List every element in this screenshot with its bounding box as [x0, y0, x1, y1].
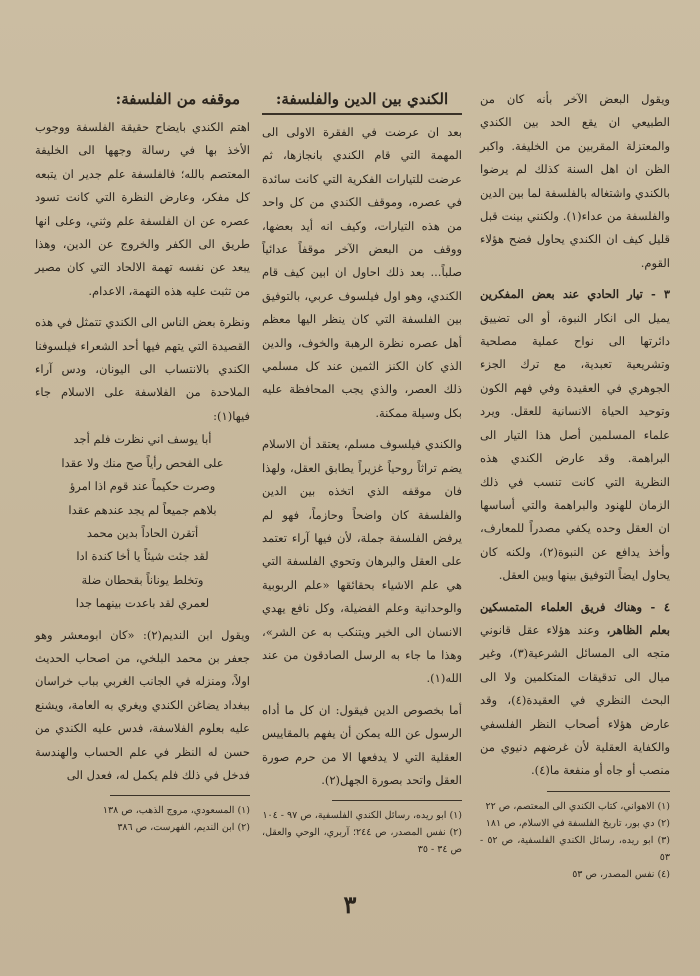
section-4-text: وعند هؤلاء عقل قانوني متجه الى المسائل الشرعية(٣)، وغير ميال الى تدقيقات المتكلمين ولا الى البحث النظري في العقيدة(٤)، وقد عارض هؤلاء أصحاب النظر الفلسفي والكفاية العقلية لأن غرضهم دنيوي من منصب أو جاه أو منفعة ما(٤). — [480, 622, 670, 778]
middle-heading: الكندي بين الدين والفلسفة: — [262, 88, 462, 115]
middle-column — [262, 88, 462, 858]
right-footnotes — [480, 798, 670, 883]
footnote: (٤) نفس المصدر، ص ٥٣ — [572, 868, 670, 880]
footnote-divider — [110, 795, 250, 796]
footnote: (١) الاهواني، كتاب الكندي الى المعتصم، ص ٢٢ — [485, 800, 670, 812]
middle-footnotes — [262, 807, 462, 858]
footnote: (١) المسعودي، مروج الذهب، ص ١٣٨ — [102, 805, 250, 817]
poem-verse: لعمري لقد باعدت بينهما جدا — [75, 596, 210, 611]
left-paragraph-3: ويقول ابن النديم(٢): «كان ابومعشر وهو جعفر بن محمد البلخي، من اصحاب الحديث اولاً، ومنزله في الجانب الغربي بباب خراسان ببغداد يضاغن الكندي ويغري به العامة، ويشنع عليه بعلوم الفلاسفة، فدس عليه الكندي من حسن له النظر في علم الحساب والهندسة فدخل في ذلك فلم يكمل له، فعدل الى — [35, 627, 250, 782]
left-footnotes — [35, 802, 250, 836]
left-heading: موقفه من الفلسفة: — [115, 90, 240, 108]
footnote: (٣) ابو ريده، رسائل الكندي الفلسفية، ص ٥٢ - ٥٣ — [480, 834, 670, 863]
page-number: ٣ — [343, 890, 357, 919]
poem-verse: وصرت حكيماً عند قوم اذا امرؤ — [69, 479, 216, 494]
poem-verse: أتقرن الحاداً بدين محمد — [86, 525, 199, 540]
poem-verse: بلاهم جميعاً لم يجد عندهم عقدا — [68, 502, 217, 517]
section-4-heading: ٤ - وهناك فريق العلماء المتمسكين بعلم الظاهر، — [480, 599, 670, 637]
left-paragraph-2: ونظرة بعض الناس الى الكندي تتمثل في هذه القصيدة التي يتهم فيها أحد الشعراء فيلسوفنا الكندي بالانتساب الى اليونان، ودس آراء الملاحدة من الفلاسفة على الاسلام جاء فيها(١): — [35, 315, 250, 423]
footnote: (٢) دي بور، تاريخ الفلسفة في الاسلام، ص ١٨١ — [485, 817, 670, 829]
middle-paragraph-3: أما بخصوص الدين فيقول: ان كل ما أداه الرسول عن الله يمكن أن يفهم بالمقاييس العقلية التي لا يدفعها الا من حرم صورة العقل واتحد بصورة الجهل(٢). — [262, 702, 462, 787]
section-3-text: يميل الى انكار النبوة، أو الى تضييق دائرتها الى نواح عملية مصلحية وتشريعية تعبدية، مع ترك الجزء الجوهري في العقيدة وفي فهم الكون وتوحيد الحياة الانسانية للعقل. ويرد علماء المسلمين أصل هذا التيار الى البراهمة. وقد عارض الكندي هذه النظرية التي كانت تنسب في ذلك الزمان للهنود والبراهمة والتي أساسها ان العقل وحده يكفي مصدراً للمعارف، وأخذ يدافع عن النبوة(٢)، ولكنه كان يحاول ايضاً التوفيق بينها وبين العقل. — [480, 310, 670, 583]
section-3 — [480, 283, 670, 587]
footnote-divider — [332, 800, 462, 801]
middle-paragraph-2: والكندي فيلسوف مسلم، يعتقد أن الاسلام يضم تراثاً روحياً غزيراً يطابق العقل، ولهذا فان موقفه الذي اتخذه بين الدين والفلسفة كان واضحاً وحازماً، فهو لم يرفض الفلسفة جملة، لأن فيها آراء تعتمد على العقل والبرهان وتحوي الفلسفة التي هي علم الاشياء بحقائقها «علم الربوبية والوحدانية وعلم الفضيلة، وكل نافع يهدي الانسان الى الخير ويتنكب به عن الشر»، وهذا ما جاء به الرسل الصادقون من عند الله(١). — [262, 437, 462, 686]
poem-verse: وتخلط يوناناً بقحطان ضلة — [81, 572, 204, 587]
middle-paragraph-1: بعد ان عرضت في الفقرة الاولى الى المهمة التي قام الكندي بانجازها، ثم عرضت للتيارات الفكرية التي كانت سائدة في عصره، وموقف الكندي من كل واحد من هذه التيارات، وكيف انه أيد بعضها، ووقف من البعض الآخر موقفاً عدائياً صلباً... بعد ذلك احاول ان ابين كيف قام الكندي، وهو اول فيلسوف عربي، بالتوفيق بين الفلسفة التي كان ينظر اليها معظم أهل عصره نظرة الرهبة والخوف، والدين الذي كان الكنز الثمين عند كل مسلمي ذلك العصر، والذي يجب المحافظة عليه بكل وسيلة ممكنة. — [262, 125, 462, 420]
left-paragraph-1: اهتم الكندي بايضاح حقيقة الفلسفة ووجوب الأخذ بها في رسالة وجهها الى الخليفة المعتصم بالله؛ فالفلسفة علم جدير ان يتبعه كل مفكر، وعارض النظرة التي كانت تسود عصره عن ان الفلسفة علم وثني، وعلى انها طريق الى الكفر والخروج عن الدين، وهذا يبعد عن نفسه تهمة الالحاد التي كان مصير من تثبت عليه هذه التهمة، الاعدام. — [35, 120, 250, 298]
right-paragraph-1: ويقول البعض الآخر بأنه كان من الطبيعي ان يقع الحد بين الكندي والمعتزلة المقربين من الخليفة. واكبر الظن ان اهل السنة كذلك لم يرضوا بالكندي واشتغاله بالفلسفة لما بين الدين والفلسفة من عداء(١). ولكنني بينت قبل قليل كيف ان الكندي يحاول فضح هؤلاء القوم. — [480, 92, 670, 270]
poem-verse: لقد جئت شيئاً يا أخا كندة ادا — [76, 549, 209, 564]
footnote: (٢) نفس المصدر، ص ٢٤٤؛ آربري، الوحي والعقل، ص ٣٤ - ٣٥ — [262, 827, 462, 856]
footnote: (١) ابو ريده، رسائل الكندي الفلسفية، ص ٩٧ - ١٠٤ — [262, 810, 462, 822]
footnote: (٢) ابن النديم، الفهرست، ص ٣٨٦ — [117, 822, 250, 834]
poem — [35, 428, 250, 615]
poem-verse: أبا يوسف اني نظرت فلم أجد — [73, 432, 212, 447]
footnote-divider — [547, 791, 671, 792]
poem-verse: على الفحص رأياً صح منك ولا عقدا — [61, 455, 224, 470]
section-4 — [480, 596, 670, 783]
right-column — [480, 88, 670, 883]
left-column — [35, 88, 250, 836]
section-3-heading: ٣ - تيار الحادي عند بعض المفكرين — [480, 287, 670, 302]
